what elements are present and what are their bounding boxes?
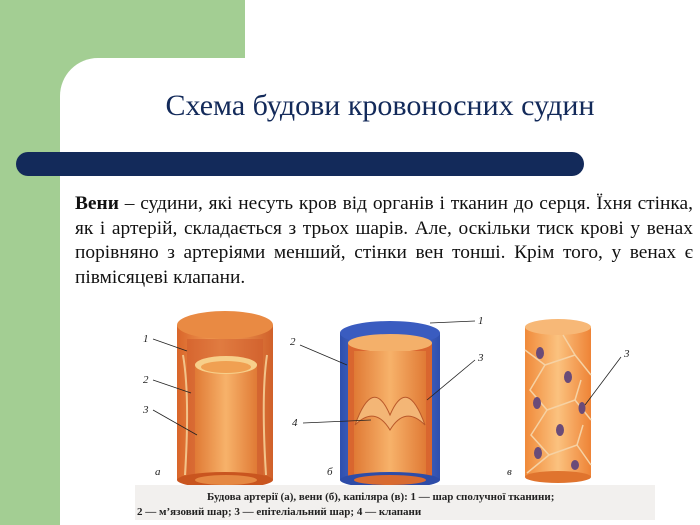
capillary-label-3: 3 xyxy=(624,348,630,360)
figure-caption-line2: 2 — м’язовий шар; 3 — епітеліальний шар; 4 — клапани xyxy=(137,506,422,518)
panel-letter-a: а xyxy=(155,466,161,478)
vein-illustration xyxy=(340,321,440,488)
body-paragraph xyxy=(75,192,693,290)
vessel-diagram xyxy=(135,305,655,520)
vein-label-2: 2 xyxy=(290,336,296,348)
artery-label-2: 2 xyxy=(143,374,149,386)
artery-illustration xyxy=(177,311,273,488)
slide-title: Схема будови кровоносних судин xyxy=(165,89,595,122)
artery-label-1: 1 xyxy=(143,333,149,345)
paragraph-text: – судини, які несуть кров від органів і тканин до серця. Їхня стінка, як і артерій, складається з трьох шарів. Але, оскільки тиск крові у венах порівняно з артеріями менший, стінки вен тонші. Крім того, у венах є півмісяцеві клапани. xyxy=(75,193,693,288)
title-divider-bar xyxy=(16,152,584,176)
panel-letter-c: в xyxy=(507,466,512,478)
vein-label-1: 1 xyxy=(478,315,484,327)
vein-label-3: 3 xyxy=(478,352,484,364)
vein-label-4: 4 xyxy=(292,417,298,429)
term-veins: Вени xyxy=(75,193,119,214)
artery-label-3: 3 xyxy=(143,404,149,416)
figure-caption-line1: Будова артерії (а), вени (б), капіляра (в): 1 — шар сполучної тканини; xyxy=(207,491,555,503)
capillary-illustration xyxy=(525,319,591,483)
vessel-diagram-svg xyxy=(135,305,655,520)
panel-letter-b: б xyxy=(327,466,333,478)
